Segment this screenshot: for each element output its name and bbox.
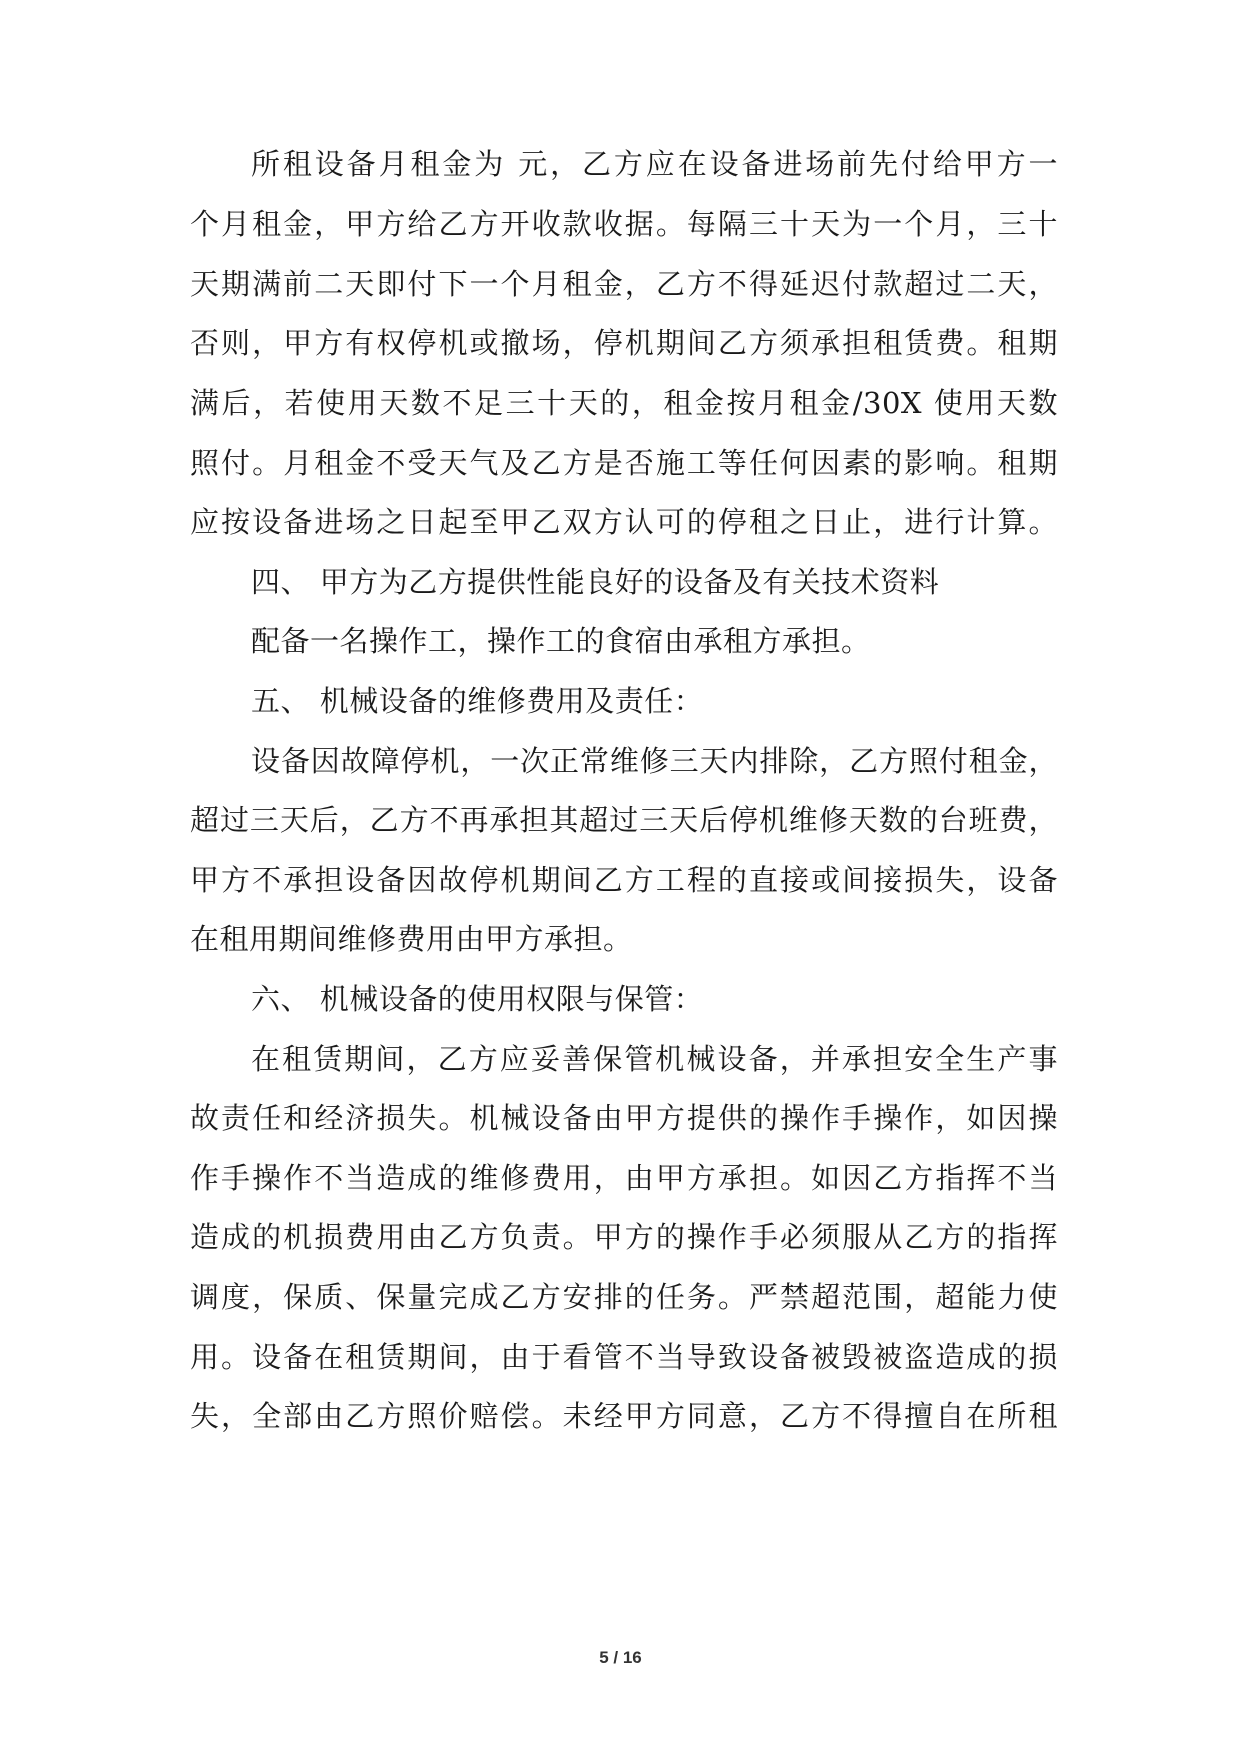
text-line: 应按设备进场之日起至甲乙双方认可的停租之日止，进行计算。 bbox=[190, 505, 1058, 539]
text-line: 用。设备在租赁期间，由于看管不当导致设备被毁被盗造成的损 bbox=[190, 1340, 1058, 1374]
text-line: 个月租金，甲方给乙方开收款收据。每隔三十天为一个月，三十 bbox=[190, 207, 1058, 241]
text-line: 否则，甲方有权停机或撤场，停机期间乙方须承担租赁费。租期 bbox=[190, 326, 1058, 360]
text-line: 造成的机损费用由乙方负责。甲方的操作手必须服从乙方的指挥 bbox=[190, 1220, 1058, 1254]
text-line: 作手操作不当造成的维修费用，由甲方承担。如因乙方指挥不当 bbox=[190, 1161, 1058, 1195]
section-heading: 六、 机械设备的使用权限与保管： bbox=[251, 982, 704, 1016]
text-line: 失，全部由乙方照价赔偿。未经甲方同意，乙方不得擅自在所租 bbox=[190, 1399, 1058, 1433]
text-line: 故责任和经济损失。机械设备由甲方提供的操作手操作，如因操 bbox=[190, 1101, 1058, 1135]
text-line: 所租设备月租金为 元，乙方应在设备进场前先付给甲方一 bbox=[251, 147, 1058, 181]
text-line: 甲方不承担设备因故停机期间乙方工程的直接或间接损失，设备 bbox=[190, 863, 1058, 897]
text-line: 满后，若使用天数不足三十天的，租金按月租金/30X 使用天数 bbox=[190, 386, 1058, 420]
page-number: 5 / 16 bbox=[599, 1648, 642, 1667]
text-line: 在租赁期间，乙方应妥善保管机械设备，并承担安全生产事 bbox=[251, 1042, 1058, 1076]
text-line: 超过三天后，乙方不再承担其超过三天后停机维修天数的台班费， bbox=[190, 803, 1058, 837]
text-line: 调度，保质、保量完成乙方安排的任务。严禁超范围，超能力使 bbox=[190, 1280, 1058, 1314]
text-line: 设备因故障停机，一次正常维修三天内排除，乙方照付租金， bbox=[251, 744, 1058, 778]
section-heading: 四、 甲方为乙方提供性能良好的设备及有关技术资料 bbox=[251, 565, 940, 599]
text-line: 照付。月租金不受天气及乙方是否施工等任何因素的影响。租期 bbox=[190, 446, 1058, 480]
text-line: 在租用期间维修费用由甲方承担。 bbox=[190, 922, 633, 956]
text-line: 配备一名操作工，操作工的食宿由承租方承担。 bbox=[251, 624, 871, 658]
text-line: 天期满前二天即付下一个月租金，乙方不得延迟付款超过二天， bbox=[190, 267, 1058, 301]
section-heading: 五、 机械设备的维修费用及责任： bbox=[251, 684, 704, 718]
